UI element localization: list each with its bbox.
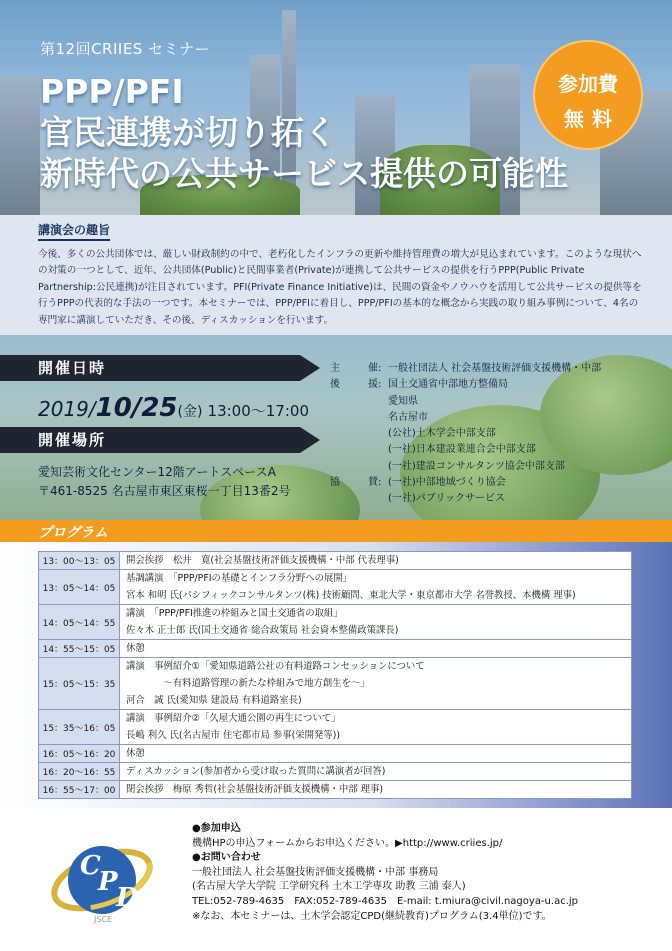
program-line: 基調講演 「PPP/PFIの基礎とインフラ分野への展開」 <box>126 573 353 584</box>
program-time: 13：00～13：05 <box>39 552 120 570</box>
program-line: 宮本 和明 氏(パシフィックコンサルタンツ(株) 技術顧問、東北大学・東京都市大学 名誉教授、本機構 理事) <box>126 590 576 601</box>
program-detail <box>120 570 632 605</box>
purpose-text: 今後、多くの公共団体では、厳しい財政制約の中で、老朽化したインフラの更新や維持管理費の増大が見込まれています。このような現状への対策の一つとして、近年、公共団体(Public)と民間事業者(Private)が連携して公共サービスの提供を行うPPP(Public Private Partnership:公民連携)が注目されています。PFI(Private Finance Initiative)は、民間の資金やノウハウを活用して公共サービスの提供等を行うPPPの代表的な手法の一つです。本セミナーでは、PPP/PFIに着目し、PPP/PFIの基本的な概念から実践の取り組み事例について、4名の専門家に講演していただき、その後、ディスカッションを行います。 <box>38 249 642 326</box>
svg-text:C: C <box>80 851 101 881</box>
seminar-number: 第12回CRIIES セミナー <box>40 40 211 58</box>
program-section <box>0 520 672 808</box>
event-info-section <box>0 335 672 520</box>
program-time: 16：55～17：00 <box>39 781 120 799</box>
program-line: 閉会挨拶 梅原 秀哲(社会基盤技術評価支援機構・中部 理事) <box>126 784 384 795</box>
host-label <box>330 361 378 377</box>
date-weekday: (金) <box>177 404 203 420</box>
support-label <box>330 377 378 475</box>
program-time: 15：05～15：35 <box>39 658 120 710</box>
host-name: 一般社団法人 社会基盤技術評価支援機構・中部 <box>388 363 602 374</box>
program-detail <box>120 552 632 570</box>
coop-row: 協 賛 : (一社)中部地域づくり協会 (一社)パブリックサービス <box>330 475 601 508</box>
contact-line: 一般社団法人 社会基盤技術評価支援機構・中部 事務局 <box>192 866 439 878</box>
program-detail <box>120 781 632 799</box>
date-month-day: 10/25 <box>95 393 178 423</box>
apply-heading: ●参加申込 <box>192 823 241 834</box>
program-line: 休憩 <box>126 643 145 654</box>
support-item: (一社)建設コンサルタンツ協会中部支部 <box>388 460 565 472</box>
program-row <box>39 710 632 745</box>
program-line: 佐々木 正士郎 氏(国土交通省 総合政策局 社会資本整備政策課長) <box>126 625 399 636</box>
program-detail <box>120 658 632 710</box>
label-char: 後 <box>330 379 340 391</box>
coop-list <box>388 475 506 508</box>
date-time: 13:00～17:00 <box>207 402 309 420</box>
program-line: 講演 事例紹介②「久屋大通公園の再生について」 <box>126 713 341 724</box>
support-item: (公社)土木学会中部支部 <box>388 428 496 440</box>
venue-name: 愛知芸術文化センター12階アートスペースA <box>38 465 276 479</box>
program-row <box>39 570 632 605</box>
cpd-logo <box>44 818 164 938</box>
support-item: (一社)日本建設業連合会中部支部 <box>388 444 536 456</box>
support-item: 名古屋市 <box>388 411 428 423</box>
label-char: 賛 <box>368 477 378 489</box>
program-line: 開会挨拶 松井 寛(社会基盤技術評価支援機構・中部 代表理事) <box>126 555 399 566</box>
footer-text <box>192 822 578 924</box>
organizers-list <box>330 361 601 508</box>
label-char: 援 <box>368 379 378 391</box>
program-row <box>39 763 632 781</box>
program-time: 16：05～16：20 <box>39 745 120 763</box>
program-line: 河合 誠 氏(愛知県 建設局 有料道路室長) <box>126 695 302 706</box>
date-heading-bar: 開催日時 <box>0 355 300 381</box>
host-row: 主 催 : 一般社団法人 社会基盤技術評価支援機構・中部 <box>330 361 601 377</box>
contact-line: (名古屋大学大学院 工学研究科 土木工学専攻 助教 三浦 泰人) <box>192 881 466 893</box>
apply-text[interactable]: 機構HPの申込フォームからお申込ください。▶http://www.criies.jp/ <box>192 837 503 849</box>
event-date <box>38 393 309 423</box>
venue-address: 〒461-8525 名古屋市東区東桜一丁目13番2号 <box>38 484 291 498</box>
venue-heading-bar: 開催場所 <box>0 427 300 453</box>
program-row <box>39 781 632 799</box>
svg-text:D: D <box>116 883 139 913</box>
program-heading-bar <box>0 520 672 542</box>
program-table <box>38 551 632 799</box>
support-item: 国土交通省中部地方整備局 <box>388 379 508 391</box>
support-list <box>388 377 565 475</box>
program-line: 休憩 <box>126 748 145 759</box>
program-line: 講演 事例紹介①「愛知県道路公社の有料道路コンセッションについて <box>126 661 425 672</box>
footer-section <box>0 808 672 951</box>
program-line: 長嶋 利久 氏(名古屋市 住宅都市局 参事(栄開発等)) <box>126 730 341 741</box>
title-line-1: PPP/PFI <box>40 72 184 111</box>
label-char: 協 <box>330 477 340 489</box>
contact-line: TEL:052-789-4635 FAX:052-789-4635 E-mail: t.miura@civil.nagoya-u.ac.jp <box>192 895 579 907</box>
program-detail <box>120 640 632 658</box>
program-line: 講演 「PPP/PFI推進の枠組みと国土交通省の取組」 <box>126 608 343 619</box>
support-row: 後 援 : 国土交通省中部地方整備局 愛知県 名古屋市 (公社)土木学会中部支部 (一社)日本建設業連合会中部支部 (一社)建設コンサルタンツ協会中部支部 <box>330 377 601 475</box>
program-row <box>39 605 632 640</box>
fee-value: 無料 <box>564 107 620 131</box>
support-item: 愛知県 <box>388 395 418 407</box>
coop-item: (一社)パブリックサービス <box>388 493 506 505</box>
program-detail <box>120 605 632 640</box>
venue-info <box>38 463 291 501</box>
program-time: 15：35～16：05 <box>39 710 120 745</box>
program-heading: プログラム <box>38 525 108 541</box>
program-detail <box>120 763 632 781</box>
contact-heading: ●お問い合わせ <box>192 852 261 864</box>
program-time: 14：05～14：55 <box>39 605 120 640</box>
free-fee-badge <box>533 40 643 150</box>
program-line: ～有料道路管理の新たな枠組みで地方創生を～」 <box>126 678 370 689</box>
svg-text:JSCE: JSCE <box>94 915 113 924</box>
svg-text:P: P <box>98 867 118 897</box>
purpose-section <box>0 215 672 335</box>
program-row <box>39 552 632 570</box>
purpose-heading: 講演会の趣旨 <box>38 221 110 241</box>
label-char: 主 <box>330 363 340 374</box>
date-year: 2019/ <box>38 397 96 421</box>
coop-label <box>330 475 378 508</box>
coop-item: (一社)中部地域づくり協会 <box>388 477 506 489</box>
program-line: ディスカッション(参加者から受け取った質問に講演者が回答) <box>126 766 386 777</box>
hero-header <box>0 0 672 215</box>
label-char: 催 <box>368 363 378 374</box>
program-detail <box>120 710 632 745</box>
building-shape <box>0 75 40 215</box>
title-line-2: 官民連携が切り拓く <box>40 113 337 152</box>
program-row <box>39 658 632 710</box>
program-time: 13：05～14：05 <box>39 570 120 605</box>
program-row <box>39 640 632 658</box>
program-detail <box>120 745 632 763</box>
program-time: 16：20～16：55 <box>39 763 120 781</box>
title-line-3: 新時代の公共サービス提供の可能性 <box>40 154 568 193</box>
fee-label: 参加費 <box>558 72 618 96</box>
program-row <box>39 745 632 763</box>
program-time: 14：55～15：05 <box>39 640 120 658</box>
contact-line: ※なお、本セミナーは、土木学会認定CPD(継続教育)プログラム(3.4単位)です。 <box>192 910 552 922</box>
